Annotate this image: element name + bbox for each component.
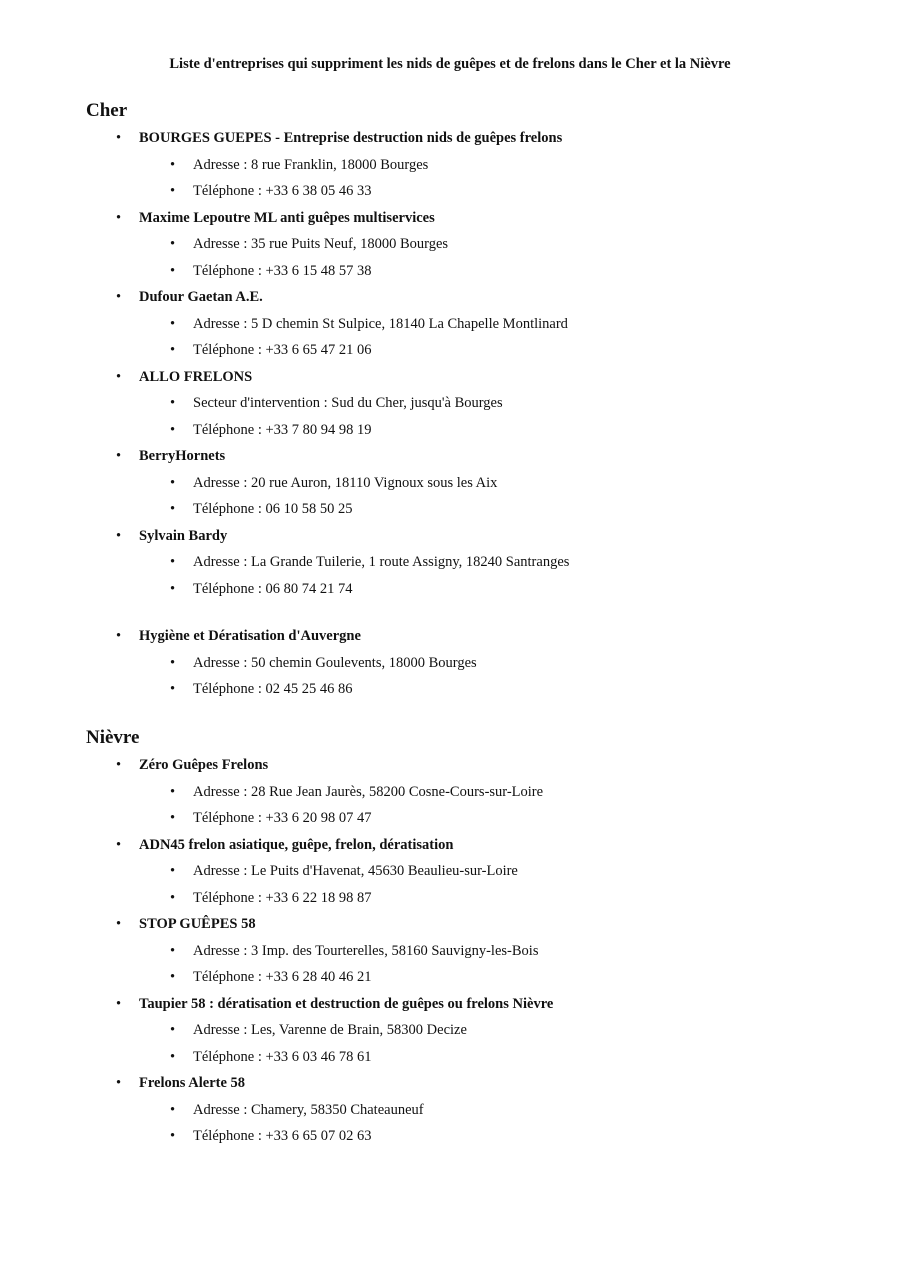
company-name: • Taupier 58 : dératisation et destruction de guêpes ou frelons Nièvre	[86, 991, 866, 1018]
company-address: • Adresse : 35 rue Puits Neuf, 18000 Bourges	[86, 231, 866, 258]
company-name: • Dufour Gaetan A.E.	[86, 284, 866, 311]
company-address: • Adresse : Le Puits d'Havenat, 45630 Beaulieu-sur-Loire	[86, 858, 866, 885]
company-address: • Adresse : Chamery, 58350 Chateauneuf	[86, 1097, 866, 1124]
company-phone: • Téléphone : +33 6 03 46 78 61	[86, 1044, 866, 1071]
company-name: • Hygiène et Dératisation d'Auvergne	[86, 623, 866, 650]
company-item	[86, 752, 866, 832]
company-address: • Adresse : 5 D chemin St Sulpice, 18140 La Chapelle Montlinard	[86, 311, 866, 338]
company-name: • Maxime Lepoutre ML anti guêpes multiservices	[86, 205, 866, 232]
company-item	[86, 1070, 866, 1150]
company-name: • Sylvain Bardy	[86, 523, 866, 550]
company-item	[86, 284, 866, 364]
company-list	[86, 752, 866, 1150]
company-item	[86, 623, 866, 703]
section-cher	[86, 97, 866, 703]
company-address: • Adresse : 50 chemin Goulevents, 18000 Bourges	[86, 650, 866, 677]
company-phone: • Téléphone : 06 80 74 21 74	[86, 576, 866, 603]
company-phone: • Téléphone : 02 45 25 46 86	[86, 676, 866, 703]
company-item	[86, 205, 866, 285]
company-phone: • Téléphone : +33 6 65 07 02 63	[86, 1123, 866, 1150]
company-phone: • Téléphone : +33 6 22 18 98 87	[86, 885, 866, 912]
section-heading: Nièvre	[86, 727, 140, 748]
company-name: • BOURGES GUEPES - Entreprise destruction nids de guêpes frelons	[86, 125, 866, 152]
company-phone: • Téléphone : 06 10 58 50 25	[86, 496, 866, 523]
spacer	[86, 602, 866, 623]
company-name: • STOP GUÊPES 58	[86, 911, 866, 938]
company-address: • Adresse : 3 Imp. des Tourterelles, 58160 Sauvigny-les-Bois	[86, 938, 866, 965]
company-item	[86, 911, 866, 991]
company-item	[86, 832, 866, 912]
company-phone: • Téléphone : +33 6 15 48 57 38	[86, 258, 866, 285]
company-name: • Zéro Guêpes Frelons	[86, 752, 866, 779]
company-address: • Adresse : 8 rue Franklin, 18000 Bourges	[86, 152, 866, 179]
company-item	[86, 443, 866, 523]
company-phone: • Téléphone : +33 6 65 47 21 06	[86, 337, 866, 364]
company-item	[86, 364, 866, 444]
company-list	[86, 125, 866, 703]
company-address: • Adresse : La Grande Tuilerie, 1 route Assigny, 18240 Santranges	[86, 549, 866, 576]
company-service-area: • Secteur d'intervention : Sud du Cher, jusqu'à Bourges	[86, 390, 866, 417]
company-name: • ALLO FRELONS	[86, 364, 866, 391]
company-address: • Adresse : 28 Rue Jean Jaurès, 58200 Cosne-Cours-sur-Loire	[86, 779, 866, 806]
section-heading: Cher	[86, 100, 128, 121]
company-phone: • Téléphone : +33 6 28 40 46 21	[86, 964, 866, 991]
company-address: • Adresse : 20 rue Auron, 18110 Vignoux sous les Aix	[86, 470, 866, 497]
company-item	[86, 125, 866, 205]
company-name: • BerryHornets	[86, 443, 866, 470]
company-name: • Frelons Alerte 58	[86, 1070, 866, 1097]
section-nievre	[86, 724, 866, 1150]
page-title: Liste d'entreprises qui suppriment les nids de guêpes et de frelons dans le Cher et la Nièvre	[169, 56, 731, 72]
company-item	[86, 991, 866, 1071]
company-name: • ADN45 frelon asiatique, guêpe, frelon, dératisation	[86, 832, 866, 859]
company-phone: • Téléphone : +33 6 38 05 46 33	[86, 178, 866, 205]
company-item	[86, 523, 866, 603]
company-phone: • Téléphone : +33 7 80 94 98 19	[86, 417, 866, 444]
company-phone: • Téléphone : +33 6 20 98 07 47	[86, 805, 866, 832]
company-address: • Adresse : Les, Varenne de Brain, 58300 Decize	[86, 1017, 866, 1044]
